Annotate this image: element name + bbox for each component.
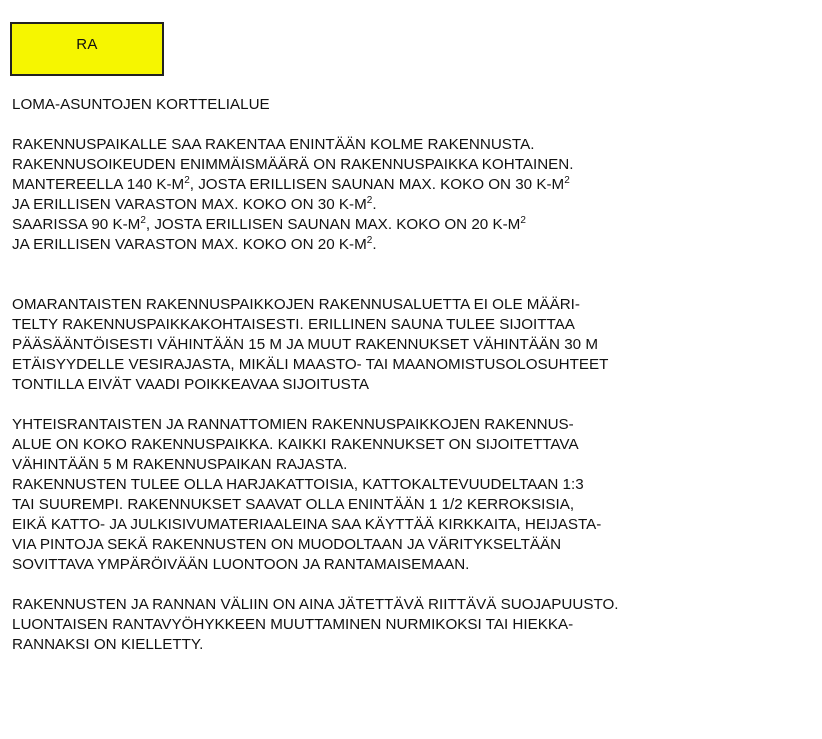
zone-regulations-text — [12, 95, 812, 655]
spacer — [12, 395, 812, 415]
zone-code-label: RA — [76, 36, 98, 53]
text-fragment: , JOSTA ERILLISEN SAUNAN MAX. KOKO ON 30 K-M — [189, 176, 565, 193]
paragraph-1-line-4 — [12, 195, 812, 215]
text-fragment: . — [372, 196, 377, 213]
paragraph-3-line: RAKENNUSTEN TULEE OLLA HARJAKATTOISIA, KATTOKALTEVUUDELTAAN 1:3 — [12, 476, 584, 493]
text-fragment: MANTEREELLA 140 K-M — [12, 176, 185, 193]
superscript: 2 — [184, 174, 190, 186]
spacer — [12, 575, 812, 595]
text-fragment: SAARISSA 90 K-M — [12, 216, 141, 233]
superscript: 2 — [564, 174, 570, 186]
paragraph-2-line: OMARANTAISTEN RAKENNUSPAIKKOJEN RAKENNUSALUETTA EI OLE MÄÄRI- — [12, 296, 580, 313]
paragraph-3-line: EIKÄ KATTO- JA JULKISIVUMATERIAALEINA SAA KÄYTTÄÄ KIRKKAITA, HEIJASTA- — [12, 516, 602, 533]
paragraph-2-line: PÄÄSÄÄNTÖISESTI VÄHINTÄÄN 15 M JA MUUT RAKENNUKSET VÄHINTÄÄN 30 M — [12, 336, 598, 353]
paragraph-3-line: YHTEISRANTAISTEN JA RANNATTOMIEN RAKENNUSPAIKKOJEN RAKENNUS- — [12, 416, 574, 433]
paragraph-1-line-3 — [12, 175, 812, 195]
text-fragment: , JOSTA ERILLISEN SAUNAN MAX. KOKO ON 20 K-M — [145, 216, 521, 233]
paragraph-1-line-6 — [12, 235, 812, 255]
spacer — [12, 115, 812, 135]
text-fragment: . — [372, 236, 377, 253]
superscript: 2 — [140, 214, 146, 226]
paragraph-2-line: ETÄISYYDELLE VESIRAJASTA, MIKÄLI MAASTO- TAI MAANOMISTUSOLOSUHTEET — [12, 356, 609, 373]
paragraph-1-line-1: RAKENNUSPAIKALLE SAA RAKENTAA ENINTÄÄN KOLME RAKENNUSTA. — [12, 136, 535, 153]
superscript: 2 — [520, 214, 526, 226]
spacer — [12, 255, 812, 295]
paragraph-3-line: VIA PINTOJA SEKÄ RAKENNUSTEN ON MUODOLTAAN JA VÄRITYKSELTÄÄN — [12, 536, 562, 553]
paragraph-1-line-5 — [12, 215, 812, 235]
paragraph-3-line: SOVITTAVA YMPÄRÖIVÄÄN LUONTOON JA RANTAMAISEMAAN. — [12, 556, 470, 573]
paragraph-3-line: ALUE ON KOKO RAKENNUSPAIKKA. KAIKKI RAKENNUKSET ON SIJOITETTAVA — [12, 436, 579, 453]
superscript: 2 — [366, 194, 373, 206]
paragraph-4-line: RAKENNUSTEN JA RANNAN VÄLIIN ON AINA JÄTETTÄVÄ RIITTÄVÄ SUOJAPUUSTO. — [12, 596, 619, 613]
superscript: 2 — [366, 234, 373, 246]
text-fragment: JA ERILLISEN VARASTON MAX. KOKO ON 20 K-M — [12, 236, 367, 253]
text-fragment: JA ERILLISEN VARASTON MAX. KOKO ON 30 K-M — [12, 196, 367, 213]
paragraph-2-line: TELTY RAKENNUSPAIKKAKOHTAISESTI. ERILLINEN SAUNA TULEE SIJOITTAA — [12, 316, 575, 333]
paragraph-3-line: VÄHINTÄÄN 5 M RAKENNUSPAIKAN RAJASTA. — [12, 456, 348, 473]
paragraph-3-line: TAI SUUREMPI. RAKENNUKSET SAAVAT OLLA ENINTÄÄN 1 1/2 KERROKSISIA, — [12, 496, 575, 513]
paragraph-4-line: RANNAKSI ON KIELLETTY. — [12, 636, 204, 653]
paragraph-4-line: LUONTAISEN RANTAVYÖHYKKEEN MUUTTAMINEN NURMIKOKSI TAI HIEKKA- — [12, 616, 574, 633]
zone-title: LOMA-ASUNTOJEN KORTTELIALUE — [12, 96, 270, 113]
zone-legend-box — [10, 22, 164, 76]
paragraph-2-line: TONTILLA EIVÄT VAADI POIKKEAVAA SIJOITUSTA — [12, 376, 370, 393]
paragraph-1-line-2: RAKENNUSOIKEUDEN ENIMMÄISMÄÄRÄ ON RAKENNUSPAIKKA KOHTAINEN. — [12, 156, 574, 173]
